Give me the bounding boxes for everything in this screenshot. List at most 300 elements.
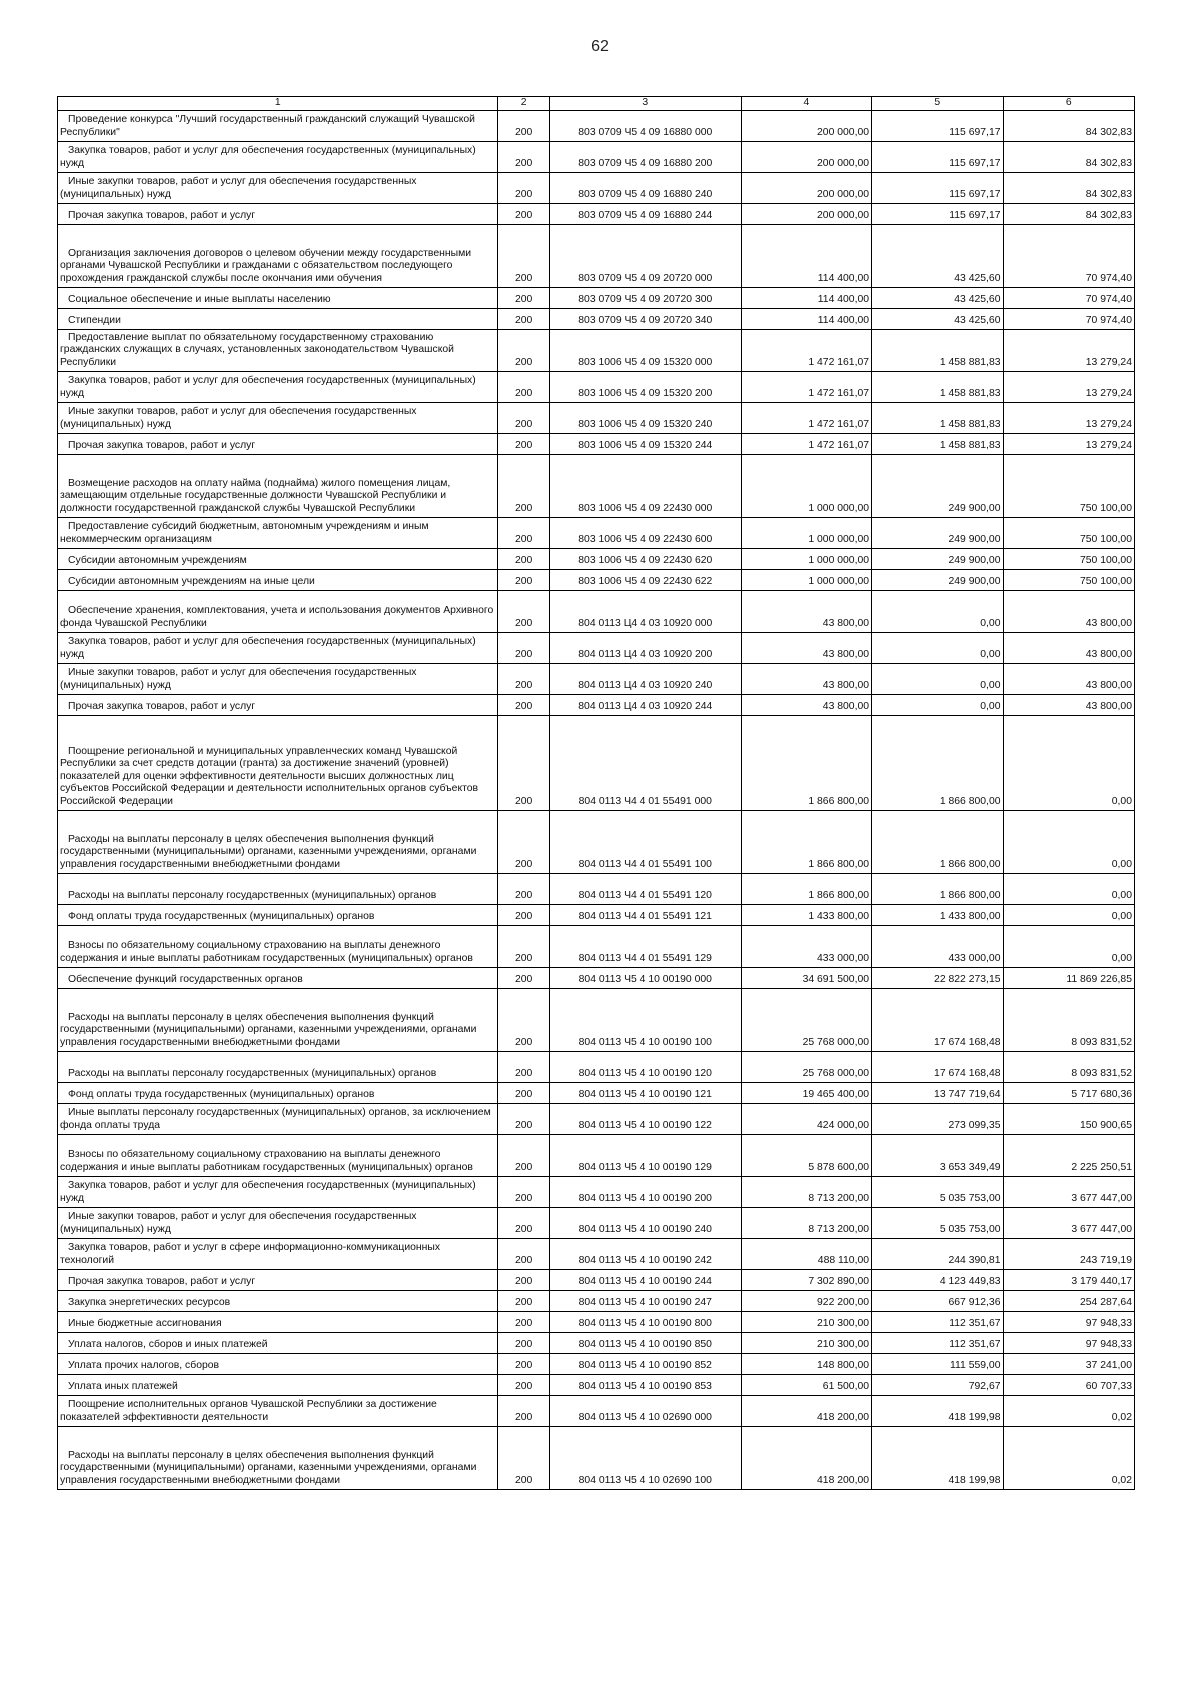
row-code: 200 [498, 454, 549, 517]
row-name [58, 1176, 498, 1207]
row-kbk: 803 1006 Ч5 4 09 15320 240 [549, 402, 741, 433]
row-name-text: Прочая закупка товаров, работ и услуг [68, 440, 256, 451]
row-approved: 114 400,00 [741, 224, 871, 287]
row-approved: 200 000,00 [741, 203, 871, 224]
row-name-text: Субсидии автономным учреждениям на иные цели [68, 576, 315, 587]
row-name [58, 569, 498, 590]
row-kbk: 804 0113 Ч4 4 01 55491 129 [549, 925, 741, 967]
row-remaining: 8 093 831,52 [1003, 1051, 1135, 1082]
row-kbk: 804 0113 Ч4 4 01 55491 000 [549, 715, 741, 810]
table-row [58, 203, 1135, 224]
row-executed: 5 035 753,00 [872, 1207, 1003, 1238]
row-name [58, 371, 498, 402]
table-row [58, 715, 1135, 810]
row-remaining: 84 302,83 [1003, 172, 1135, 203]
table-row [58, 1332, 1135, 1353]
table-row [58, 224, 1135, 287]
row-executed: 0,00 [872, 663, 1003, 694]
row-approved: 433 000,00 [741, 925, 871, 967]
row-approved: 25 768 000,00 [741, 988, 871, 1051]
row-name-text: Уплата прочих налогов, сборов [68, 1360, 220, 1371]
row-remaining: 0,00 [1003, 904, 1135, 925]
row-executed: 22 822 273,15 [872, 967, 1003, 988]
row-executed: 43 425,60 [872, 287, 1003, 308]
table-row [58, 517, 1135, 548]
row-remaining: 43 800,00 [1003, 632, 1135, 663]
row-kbk: 804 0113 Ч4 4 01 55491 120 [549, 873, 741, 904]
row-executed: 111 559,00 [872, 1353, 1003, 1374]
row-executed: 13 747 719,64 [872, 1082, 1003, 1103]
table-row [58, 1353, 1135, 1374]
row-name-text: Прочая закупка товаров, работ и услуг [68, 210, 256, 221]
row-approved: 114 400,00 [741, 308, 871, 329]
row-name-text: Иные закупки товаров, работ и услуг для обеспечения государственных (муниципальных) нужд [60, 406, 417, 430]
row-name [58, 433, 498, 454]
row-name [58, 1134, 498, 1176]
row-remaining: 13 279,24 [1003, 433, 1135, 454]
row-kbk: 804 0113 Ч5 4 10 00190 000 [549, 967, 741, 988]
table-row [58, 454, 1135, 517]
row-approved: 1 000 000,00 [741, 517, 871, 548]
row-code: 200 [498, 1207, 549, 1238]
row-name-text: Фонд оплаты труда государственных (муниципальных) органов [68, 1089, 375, 1100]
row-kbk: 803 1006 Ч5 4 09 22430 000 [549, 454, 741, 517]
row-kbk: 804 0113 Ч5 4 10 00190 121 [549, 1082, 741, 1103]
row-name [58, 224, 498, 287]
row-remaining: 97 948,33 [1003, 1332, 1135, 1353]
row-name-text: Иные выплаты персоналу государственных (муниципальных) органов, за исключением фонда оплаты труда [60, 1107, 491, 1131]
row-name [58, 694, 498, 715]
row-approved: 61 500,00 [741, 1374, 871, 1395]
row-code: 200 [498, 590, 549, 632]
row-remaining: 3 677 447,00 [1003, 1176, 1135, 1207]
row-name [58, 590, 498, 632]
table-row [58, 329, 1135, 371]
row-name-text: Расходы на выплаты персоналу в целях обеспечения выполнения функций государственными (муниципальными) органами, казенными учреждениями, органами управления государственными внебюджетными фондами [60, 1449, 477, 1486]
row-executed: 0,00 [872, 694, 1003, 715]
row-code: 200 [498, 1332, 549, 1353]
row-name-text: Закупка товаров, работ и услуг для обеспечения государственных (муниципальных) нужд [60, 636, 476, 660]
row-remaining: 43 800,00 [1003, 694, 1135, 715]
row-code: 200 [498, 287, 549, 308]
row-approved: 43 800,00 [741, 632, 871, 663]
row-name [58, 1374, 498, 1395]
column-number: 4 [741, 97, 871, 111]
row-kbk: 804 0113 Ч5 4 10 00190 853 [549, 1374, 741, 1395]
row-code: 200 [498, 1353, 549, 1374]
table-row [58, 1426, 1135, 1489]
row-remaining: 254 287,64 [1003, 1290, 1135, 1311]
row-code: 200 [498, 715, 549, 810]
table-row [58, 1134, 1135, 1176]
row-kbk: 804 0113 Ч5 4 10 00190 240 [549, 1207, 741, 1238]
table-row [58, 904, 1135, 925]
row-approved: 19 465 400,00 [741, 1082, 871, 1103]
row-executed: 115 697,17 [872, 172, 1003, 203]
row-name-text: Проведение конкурса "Лучший государственный гражданский служащий Чувашской Республики" [60, 114, 475, 138]
column-number: 5 [872, 97, 1003, 111]
row-remaining: 97 948,33 [1003, 1311, 1135, 1332]
row-approved: 5 878 600,00 [741, 1134, 871, 1176]
row-executed: 1 433 800,00 [872, 904, 1003, 925]
row-approved: 1 472 161,07 [741, 433, 871, 454]
row-approved: 8 713 200,00 [741, 1207, 871, 1238]
row-name-text: Уплата иных платежей [68, 1381, 178, 1392]
row-remaining: 750 100,00 [1003, 454, 1135, 517]
row-code: 200 [498, 632, 549, 663]
row-name [58, 402, 498, 433]
row-name [58, 1238, 498, 1269]
table-row [58, 1082, 1135, 1103]
row-name [58, 517, 498, 548]
table-row [58, 371, 1135, 402]
row-remaining: 0,02 [1003, 1395, 1135, 1426]
row-approved: 25 768 000,00 [741, 1051, 871, 1082]
row-executed: 244 390,81 [872, 1238, 1003, 1269]
row-executed: 17 674 168,48 [872, 988, 1003, 1051]
row-remaining: 0,00 [1003, 925, 1135, 967]
row-name [58, 548, 498, 569]
row-remaining: 43 800,00 [1003, 663, 1135, 694]
row-kbk: 804 0113 Ч5 4 10 00190 800 [549, 1311, 741, 1332]
row-kbk: 803 0709 Ч5 4 09 16880 000 [549, 110, 741, 141]
row-kbk: 803 0709 Ч5 4 09 16880 244 [549, 203, 741, 224]
table-row [58, 663, 1135, 694]
row-approved: 7 302 890,00 [741, 1269, 871, 1290]
table-row [58, 1103, 1135, 1134]
row-executed: 418 199,98 [872, 1426, 1003, 1489]
column-number-row [58, 97, 1135, 111]
row-executed: 418 199,98 [872, 1395, 1003, 1426]
table-row [58, 1374, 1135, 1395]
row-executed: 792,67 [872, 1374, 1003, 1395]
row-executed: 1 866 800,00 [872, 715, 1003, 810]
row-kbk: 803 0709 Ч5 4 09 20720 000 [549, 224, 741, 287]
row-kbk: 804 0113 Ч4 4 01 55491 100 [549, 810, 741, 873]
row-remaining: 60 707,33 [1003, 1374, 1135, 1395]
row-code: 200 [498, 433, 549, 454]
row-name-text: Прочая закупка товаров, работ и услуг [68, 701, 256, 712]
row-name-text: Обеспечение хранения, комплектования, учета и использования документов Архивного фонда Чувашской Республики [60, 605, 494, 629]
row-executed: 1 458 881,83 [872, 329, 1003, 371]
row-name [58, 1332, 498, 1353]
row-code: 200 [498, 1395, 549, 1426]
row-name [58, 810, 498, 873]
row-name [58, 904, 498, 925]
row-kbk: 804 0113 Ц4 4 03 10920 000 [549, 590, 741, 632]
row-executed: 115 697,17 [872, 110, 1003, 141]
row-name-text: Стипендии [68, 315, 121, 326]
table-row [58, 988, 1135, 1051]
row-code: 200 [498, 873, 549, 904]
row-code: 200 [498, 224, 549, 287]
row-kbk: 804 0113 Ц4 4 03 10920 244 [549, 694, 741, 715]
row-name [58, 329, 498, 371]
row-code: 200 [498, 517, 549, 548]
table-row [58, 569, 1135, 590]
row-code: 200 [498, 663, 549, 694]
row-remaining: 70 974,40 [1003, 308, 1135, 329]
row-kbk: 803 0709 Ч5 4 09 16880 200 [549, 141, 741, 172]
row-remaining: 0,00 [1003, 715, 1135, 810]
table-row [58, 548, 1135, 569]
row-remaining: 150 900,65 [1003, 1103, 1135, 1134]
row-name-text: Социальное обеспечение и иные выплаты населению [68, 294, 331, 305]
row-name [58, 172, 498, 203]
table-row [58, 873, 1135, 904]
row-code: 200 [498, 548, 549, 569]
row-name-text: Поощрение исполнительных органов Чувашской Республики за достижение показателей эффективности деятельности [60, 1399, 437, 1423]
row-name [58, 1311, 498, 1332]
row-name [58, 1290, 498, 1311]
row-name-text: Иные закупки товаров, работ и услуг для обеспечения государственных (муниципальных) нужд [60, 1211, 417, 1235]
row-remaining: 70 974,40 [1003, 224, 1135, 287]
row-name-text: Иные бюджетные ассигнования [68, 1318, 222, 1329]
row-executed: 667 912,36 [872, 1290, 1003, 1311]
row-executed: 1 458 881,83 [872, 371, 1003, 402]
row-remaining: 750 100,00 [1003, 517, 1135, 548]
row-approved: 210 300,00 [741, 1311, 871, 1332]
row-remaining: 11 869 226,85 [1003, 967, 1135, 988]
row-remaining: 3 179 440,17 [1003, 1269, 1135, 1290]
row-kbk: 804 0113 Ч5 4 10 00190 244 [549, 1269, 741, 1290]
row-code: 200 [498, 371, 549, 402]
row-name [58, 287, 498, 308]
row-code: 200 [498, 904, 549, 925]
row-kbk: 803 0709 Ч5 4 09 20720 340 [549, 308, 741, 329]
row-approved: 1 866 800,00 [741, 715, 871, 810]
row-remaining: 70 974,40 [1003, 287, 1135, 308]
row-name-text: Взносы по обязательному социальному страхованию на выплаты денежного содержания и иные выплаты работникам государственных (муниципальных) органов [60, 940, 473, 964]
row-name-text: Субсидии автономным учреждениям [68, 555, 247, 566]
row-code: 200 [498, 110, 549, 141]
row-kbk: 803 1006 Ч5 4 09 15320 244 [549, 433, 741, 454]
row-name [58, 663, 498, 694]
row-remaining: 3 677 447,00 [1003, 1207, 1135, 1238]
row-name [58, 110, 498, 141]
row-remaining: 5 717 680,36 [1003, 1082, 1135, 1103]
row-kbk: 804 0113 Ц4 4 03 10920 240 [549, 663, 741, 694]
row-executed: 249 900,00 [872, 517, 1003, 548]
row-executed: 1 458 881,83 [872, 433, 1003, 454]
row-code: 200 [498, 1051, 549, 1082]
row-name [58, 632, 498, 663]
row-executed: 115 697,17 [872, 203, 1003, 224]
row-executed: 1 866 800,00 [872, 810, 1003, 873]
row-code: 200 [498, 1082, 549, 1103]
row-remaining: 750 100,00 [1003, 569, 1135, 590]
table-row [58, 1311, 1135, 1332]
row-name-text: Обеспечение функций государственных органов [68, 974, 303, 985]
row-name-text: Возмещение расходов на оплату найма (поднайма) жилого помещения лицам, замещающим отдельные государственные должности Чувашской Республики и должности государственной гражданской службы Чувашской Республики [60, 477, 451, 514]
row-kbk: 803 1006 Ч5 4 09 22430 622 [549, 569, 741, 590]
row-approved: 200 000,00 [741, 110, 871, 141]
table-row [58, 967, 1135, 988]
row-approved: 114 400,00 [741, 287, 871, 308]
row-code: 200 [498, 1176, 549, 1207]
row-code: 200 [498, 694, 549, 715]
row-code: 200 [498, 1103, 549, 1134]
table-row [58, 110, 1135, 141]
row-executed: 3 653 349,49 [872, 1134, 1003, 1176]
row-remaining: 8 093 831,52 [1003, 988, 1135, 1051]
row-name [58, 873, 498, 904]
row-approved: 488 110,00 [741, 1238, 871, 1269]
row-remaining: 43 800,00 [1003, 590, 1135, 632]
row-name-text: Расходы на выплаты персоналу в целях обеспечения выполнения функций государственными (муниципальными) органами, казенными учреждениями, органами управления государственными внебюджетными фондами [60, 833, 477, 870]
row-executed: 1 866 800,00 [872, 873, 1003, 904]
table-row [58, 1269, 1135, 1290]
row-kbk: 804 0113 Ч5 4 10 00190 120 [549, 1051, 741, 1082]
row-executed: 112 351,67 [872, 1311, 1003, 1332]
table-row [58, 925, 1135, 967]
row-kbk: 804 0113 Ч5 4 10 02690 100 [549, 1426, 741, 1489]
table-row [58, 308, 1135, 329]
row-executed: 273 099,35 [872, 1103, 1003, 1134]
row-approved: 1 472 161,07 [741, 402, 871, 433]
row-kbk: 804 0113 Ч5 4 10 00190 129 [549, 1134, 741, 1176]
row-code: 200 [498, 925, 549, 967]
row-executed: 17 674 168,48 [872, 1051, 1003, 1082]
table-row [58, 141, 1135, 172]
row-executed: 115 697,17 [872, 141, 1003, 172]
row-name-text: Организация заключения договоров о целевом обучении между государственными органами Чувашской Республики и гражданами с обязательством последующего прохождения гражданской службы после окончания ими обучения [60, 247, 472, 284]
row-executed: 4 123 449,83 [872, 1269, 1003, 1290]
row-kbk: 804 0113 Ч5 4 10 00190 122 [549, 1103, 741, 1134]
row-code: 200 [498, 569, 549, 590]
row-name [58, 988, 498, 1051]
row-approved: 1 000 000,00 [741, 569, 871, 590]
row-name-text: Расходы на выплаты персоналу государственных (муниципальных) органов [68, 1068, 437, 1079]
row-name [58, 1207, 498, 1238]
row-remaining: 750 100,00 [1003, 548, 1135, 569]
table-row [58, 287, 1135, 308]
row-name [58, 1103, 498, 1134]
table-row [58, 433, 1135, 454]
row-executed: 249 900,00 [872, 548, 1003, 569]
row-code: 200 [498, 172, 549, 203]
row-name-text: Иные закупки товаров, работ и услуг для обеспечения государственных (муниципальных) нужд [60, 667, 417, 691]
row-code: 200 [498, 329, 549, 371]
row-approved: 43 800,00 [741, 694, 871, 715]
row-name [58, 141, 498, 172]
row-name-text: Взносы по обязательному социальному страхованию на выплаты денежного содержания и иные выплаты работникам государственных (муниципальных) органов [60, 1149, 473, 1173]
row-approved: 1 433 800,00 [741, 904, 871, 925]
column-number: 1 [58, 97, 498, 111]
row-name [58, 1395, 498, 1426]
row-name [58, 1082, 498, 1103]
row-kbk: 804 0113 Ч5 4 10 00190 242 [549, 1238, 741, 1269]
row-name [58, 1051, 498, 1082]
row-code: 200 [498, 141, 549, 172]
row-kbk: 804 0113 Ч5 4 10 00190 100 [549, 988, 741, 1051]
row-remaining: 243 719,19 [1003, 1238, 1135, 1269]
table-row [58, 1051, 1135, 1082]
row-code: 200 [498, 402, 549, 433]
row-name-text: Закупка товаров, работ и услуг для обеспечения государственных (муниципальных) нужд [60, 145, 476, 169]
row-name-text: Уплата налогов, сборов и иных платежей [68, 1339, 268, 1350]
row-approved: 922 200,00 [741, 1290, 871, 1311]
table-row [58, 402, 1135, 433]
row-code: 200 [498, 308, 549, 329]
row-executed: 5 035 753,00 [872, 1176, 1003, 1207]
row-code: 200 [498, 1290, 549, 1311]
row-name [58, 1353, 498, 1374]
row-name-text: Иные закупки товаров, работ и услуг для обеспечения государственных (муниципальных) нужд [60, 176, 417, 200]
row-executed: 1 458 881,83 [872, 402, 1003, 433]
row-name [58, 715, 498, 810]
row-remaining: 37 241,00 [1003, 1353, 1135, 1374]
row-remaining: 84 302,83 [1003, 110, 1135, 141]
row-remaining: 13 279,24 [1003, 329, 1135, 371]
row-code: 200 [498, 203, 549, 224]
column-number: 2 [498, 97, 549, 111]
table-row [58, 632, 1135, 663]
row-remaining: 13 279,24 [1003, 402, 1135, 433]
row-name [58, 308, 498, 329]
row-approved: 1 472 161,07 [741, 329, 871, 371]
row-approved: 1 866 800,00 [741, 873, 871, 904]
row-code: 200 [498, 1134, 549, 1176]
row-executed: 249 900,00 [872, 569, 1003, 590]
row-approved: 1 000 000,00 [741, 454, 871, 517]
table-row [58, 1238, 1135, 1269]
table-row [58, 1207, 1135, 1238]
row-executed: 0,00 [872, 632, 1003, 663]
row-approved: 418 200,00 [741, 1426, 871, 1489]
row-name [58, 203, 498, 224]
row-remaining: 84 302,83 [1003, 141, 1135, 172]
table-row [58, 1176, 1135, 1207]
row-name-text: Расходы на выплаты персоналу государственных (муниципальных) органов [68, 890, 437, 901]
row-code: 200 [498, 810, 549, 873]
row-approved: 43 800,00 [741, 663, 871, 694]
row-approved: 148 800,00 [741, 1353, 871, 1374]
row-kbk: 803 1006 Ч5 4 09 15320 200 [549, 371, 741, 402]
row-executed: 43 425,60 [872, 224, 1003, 287]
row-name-text: Закупка товаров, работ и услуг для обеспечения государственных (муниципальных) нужд [60, 1180, 476, 1204]
row-kbk: 803 0709 Ч5 4 09 20720 300 [549, 287, 741, 308]
row-kbk: 803 1006 Ч5 4 09 22430 600 [549, 517, 741, 548]
row-code: 200 [498, 1269, 549, 1290]
row-approved: 418 200,00 [741, 1395, 871, 1426]
row-approved: 8 713 200,00 [741, 1176, 871, 1207]
row-approved: 1 000 000,00 [741, 548, 871, 569]
row-kbk: 804 0113 Ч5 4 10 00190 200 [549, 1176, 741, 1207]
row-executed: 433 000,00 [872, 925, 1003, 967]
budget-execution-table [57, 96, 1135, 1490]
page-number: 62 [591, 38, 609, 55]
row-code: 200 [498, 1311, 549, 1332]
row-approved: 34 691 500,00 [741, 967, 871, 988]
row-approved: 200 000,00 [741, 141, 871, 172]
table-row [58, 810, 1135, 873]
row-name-text: Расходы на выплаты персоналу в целях обеспечения выполнения функций государственными (муниципальными) органами, казенными учреждениями, органами управления государственными внебюджетными фондами [60, 1011, 477, 1048]
row-name-text: Фонд оплаты труда государственных (муниципальных) органов [68, 911, 375, 922]
row-kbk: 804 0113 Ч4 4 01 55491 121 [549, 904, 741, 925]
row-kbk: 803 0709 Ч5 4 09 16880 240 [549, 172, 741, 203]
table-row [58, 694, 1135, 715]
table-row [58, 1395, 1135, 1426]
row-kbk: 804 0113 Ц4 4 03 10920 200 [549, 632, 741, 663]
row-kbk: 804 0113 Ч5 4 10 00190 852 [549, 1353, 741, 1374]
row-remaining: 0,00 [1003, 810, 1135, 873]
row-name-text: Закупка энергетических ресурсов [68, 1297, 231, 1308]
row-approved: 1 866 800,00 [741, 810, 871, 873]
row-remaining: 84 302,83 [1003, 203, 1135, 224]
row-name [58, 1426, 498, 1489]
row-kbk: 803 1006 Ч5 4 09 22430 620 [549, 548, 741, 569]
